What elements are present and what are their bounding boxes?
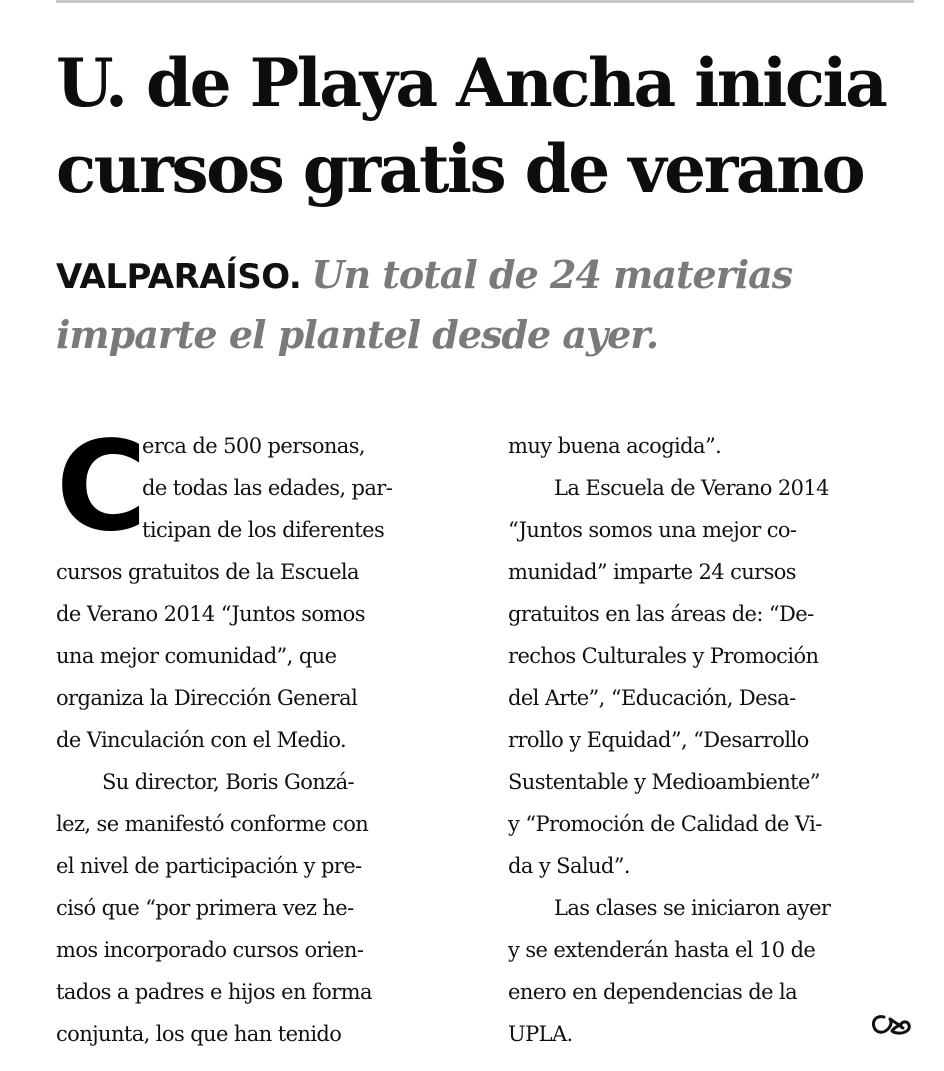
dateline-kicker: VALPARAÍSO. (56, 257, 302, 297)
body-line: organiza la Dirección General (56, 686, 358, 710)
body-line: lez, se manifestó conforme con (56, 812, 369, 836)
body-line: de Verano 2014 “Juntos somos (56, 602, 365, 626)
body-line: el nivel de participación y pre- (56, 854, 362, 878)
deck-text: Un total de 24 materias (311, 252, 793, 297)
body-line: muy buena acogida”. (508, 434, 722, 458)
body-line: cursos gratuitos de la Escuela (56, 560, 359, 584)
body-line: mos incorporado cursos orien- (56, 938, 364, 962)
body-line: rechos Culturales y Promoción (508, 644, 819, 668)
body-line: Sustentable y Medioambiente” (508, 770, 820, 794)
subhead-line (56, 246, 926, 306)
body-line: conjunta, los que han tenido (56, 1022, 342, 1046)
article-subhead (56, 246, 926, 364)
body-line: enero en dependencias de la (508, 980, 798, 1004)
body-line: Las clases se iniciaron ayer (554, 896, 831, 920)
body-line: erca de 500 personas, (142, 434, 365, 458)
drop-cap: C (56, 415, 144, 559)
headline-line: U. de Playa Ancha inicia (56, 44, 886, 122)
right-column (508, 425, 916, 1055)
body-line: munidad” imparte 24 cursos (508, 560, 796, 584)
body-line: ticipan de los diferentes (142, 518, 385, 542)
left-column (56, 415, 466, 1055)
body-line: La Escuela de Verano 2014 (554, 476, 829, 500)
body-line: gratuitos en las áreas de: “De- (508, 602, 814, 626)
deck-text: imparte el plantel desde ayer. (56, 312, 659, 357)
article-headline (56, 40, 926, 212)
top-rule (56, 0, 914, 3)
body-line: tados a padres e hijos en forma (56, 980, 372, 1004)
body-line: y se extenderán hasta el 10 de (508, 938, 816, 962)
body-line: de Vinculación con el Medio. (56, 728, 347, 752)
body-line: da y Salud”. (508, 854, 630, 878)
body-line: del Arte”, “Educación, Desa- (508, 686, 796, 710)
end-of-article-mark-icon (870, 1012, 914, 1038)
body-line: rrollo y Equidad”, “Desarrollo (508, 728, 809, 752)
body-line: y “Promoción de Calidad de Vi- (508, 812, 822, 836)
body-line: UPLA. (508, 1022, 573, 1046)
body-line: Su director, Boris Gonzá- (102, 770, 355, 794)
body-line: una mejor comunidad”, que (56, 644, 337, 668)
body-line: cisó que “por primera vez he- (56, 896, 354, 920)
body-line: de todas las edades, par- (142, 476, 393, 500)
body-line: “Juntos somos una mejor co- (508, 518, 797, 542)
headline-line: cursos gratis de verano (56, 130, 864, 208)
